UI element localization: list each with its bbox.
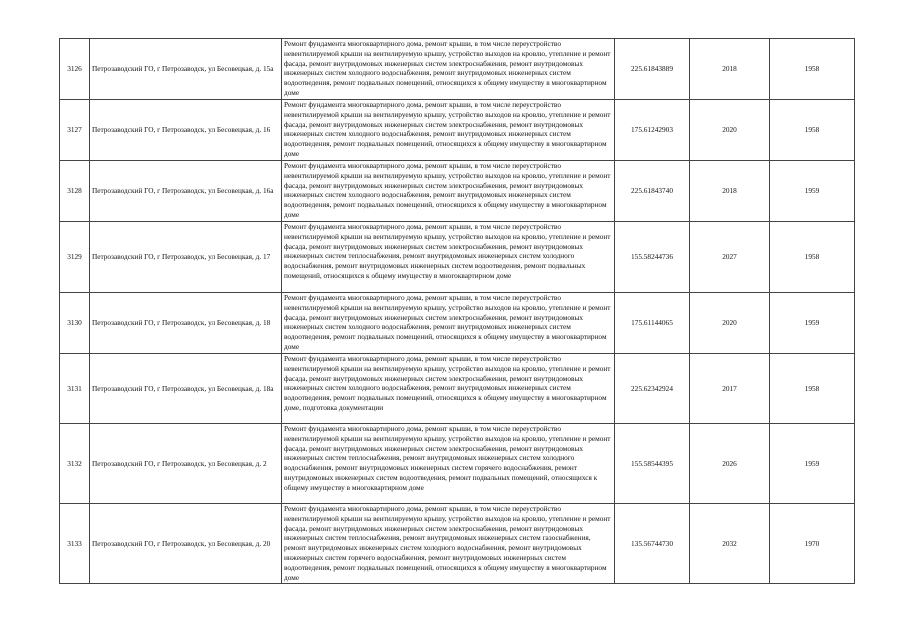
row-number-cell: 3128 xyxy=(60,161,90,222)
cost-cell: 155.58244736 xyxy=(615,222,690,293)
row-number-cell: 3131 xyxy=(60,354,90,424)
planned-year-cell: 2018 xyxy=(690,161,770,222)
address-cell: Петрозаводский ГО, г Петрозаводск, ул Бесовецкая, д. 18а xyxy=(90,354,282,424)
table-row xyxy=(60,354,855,424)
row-number-cell: 3129 xyxy=(60,222,90,293)
cost-cell: 175.61144065 xyxy=(615,293,690,354)
planned-year-cell: 2032 xyxy=(690,504,770,584)
cost-cell: 175.61242903 xyxy=(615,100,690,161)
row-number-cell: 3126 xyxy=(60,39,90,100)
build-year-cell: 1970 xyxy=(770,504,855,584)
works-cell: Ремонт фундамента многоквартирного дома, ремонт крыши, в том числе переустройство невентилируемой крыши на вентилируемую крышу, устройство выходов на кровлю, утепление и ремонт фасада, ремонт внутридомовых инженерных систем электроснабжения, ремонт внутридомовых инженерных систем холодного водоснабжения, ремонт внутридомовых инженерных систем водоотведения, ремонт подвальных помещений, относящихся к общему имуществу в многоквартирном доме, подготовка документации xyxy=(282,354,615,424)
build-year-cell: 1959 xyxy=(770,161,855,222)
planned-year-cell: 2026 xyxy=(690,424,770,504)
works-cell: Ремонт фундамента многоквартирного дома, ремонт крыши, в том числе переустройство невентилируемой крыши на вентилируемую крышу, устройство выходов на кровлю, утепление и ремонт фасада, ремонт внутридомовых инженерных систем электроснабжения, ремонт внутридомовых инженерных систем теплоснабжения, ремонт внутридомовых инженерных систем газоснабжения, ремонт внутридомовых инженерных систем холодного водоснабжения, ремонт внутридомовых инженерных систем горячего водоснабжения, ремонт внутридомовых инженерных систем водоотведения, ремонт подвальных помещений, относящихся к общему имуществу в многоквартирном доме xyxy=(282,504,615,584)
build-year-cell: 1958 xyxy=(770,39,855,100)
table-row xyxy=(60,161,855,222)
works-cell: Ремонт фундамента многоквартирного дома, ремонт крыши, в том числе переустройство невентилируемой крыши на вентилируемую крышу, устройство выходов на кровлю, утепление и ремонт фасада, ремонт внутридомовых инженерных систем электроснабжения, ремонт внутридомовых инженерных систем теплоснабжения, ремонт внутридомовых инженерных систем холодного водоснабжения, ремонт внутридомовых инженерных систем горячего водоснабжения, ремонт внутридомовых инженерных систем водоотведения, ремонт подвальных помещений, относящихся к общему имуществу в многоквартирном доме xyxy=(282,424,615,504)
build-year-cell: 1958 xyxy=(770,100,855,161)
build-year-cell: 1958 xyxy=(770,354,855,424)
works-cell: Ремонт фундамента многоквартирного дома, ремонт крыши, в том числе переустройство невентилируемой крыши на вентилируемую крышу, устройство выходов на кровлю, утепление и ремонт фасада, ремонт внутридомовых инженерных систем электроснабжения, ремонт внутридомовых инженерных систем теплоснабжения, ремонт внутридомовых инженерных систем холодного водоснабжения, ремонт внутридомовых инженерных систем водоотведения, ремонт подвальных помещений, относящихся к общему имуществу в многоквартирном доме xyxy=(282,222,615,293)
cost-cell: 135.56744730 xyxy=(615,504,690,584)
planned-year-cell: 2017 xyxy=(690,354,770,424)
row-number-cell: 3132 xyxy=(60,424,90,504)
cost-cell: 225.61843740 xyxy=(615,161,690,222)
table-body xyxy=(60,39,855,584)
address-cell: Петрозаводский ГО, г Петрозаводск, ул Бесовецкая, д. 20 xyxy=(90,504,282,584)
planned-year-cell: 2020 xyxy=(690,100,770,161)
build-year-cell: 1958 xyxy=(770,222,855,293)
table-row xyxy=(60,39,855,100)
planned-year-cell: 2027 xyxy=(690,222,770,293)
repair-program-table xyxy=(59,38,855,584)
cost-cell: 225.62342924 xyxy=(615,354,690,424)
address-cell: Петрозаводский ГО, г Петрозаводск, ул Бесовецкая, д. 16а xyxy=(90,161,282,222)
cost-cell: 155.58544395 xyxy=(615,424,690,504)
works-cell: Ремонт фундамента многоквартирного дома, ремонт крыши, в том числе переустройство невентилируемой крыши на вентилируемую крышу, устройство выходов на кровлю, утепление и ремонт фасада, ремонт внутридомовых инженерных систем электроснабжения, ремонт внутридомовых инженерных систем холодного водоснабжения, ремонт внутридомовых инженерных систем водоотведения, ремонт подвальных помещений, относящихся к общему имуществу в многоквартирном доме xyxy=(282,39,615,100)
row-number-cell: 3130 xyxy=(60,293,90,354)
works-cell: Ремонт фундамента многоквартирного дома, ремонт крыши, в том числе переустройство невентилируемой крыши на вентилируемую крышу, устройство выходов на кровлю, утепление и ремонт фасада, ремонт внутридомовых инженерных систем электроснабжения, ремонт внутридомовых инженерных систем холодного водоснабжения, ремонт внутридомовых инженерных систем водоотведения, ремонт подвальных помещений, относящихся к общему имуществу в многоквартирном доме xyxy=(282,293,615,354)
table-row xyxy=(60,100,855,161)
address-cell: Петрозаводский ГО, г Петрозаводск, ул Бесовецкая, д. 16 xyxy=(90,100,282,161)
address-cell: Петрозаводский ГО, г Петрозаводск, ул Бесовецкая, д. 17 xyxy=(90,222,282,293)
address-cell: Петрозаводский ГО, г Петрозаводск, ул Бесовецкая, д. 15а xyxy=(90,39,282,100)
table-row xyxy=(60,222,855,293)
build-year-cell: 1959 xyxy=(770,424,855,504)
build-year-cell: 1959 xyxy=(770,293,855,354)
address-cell: Петрозаводский ГО, г Петрозаводск, ул Бесовецкая, д. 18 xyxy=(90,293,282,354)
table-row xyxy=(60,293,855,354)
planned-year-cell: 2018 xyxy=(690,39,770,100)
works-cell: Ремонт фундамента многоквартирного дома, ремонт крыши, в том числе переустройство невентилируемой крыши на вентилируемую крышу, устройство выходов на кровлю, утепление и ремонт фасада, ремонт внутридомовых инженерных систем электроснабжения, ремонт внутридомовых инженерных систем холодного водоснабжения, ремонт внутридомовых инженерных систем водоотведения, ремонт подвальных помещений, относящихся к общему имуществу в многоквартирном доме xyxy=(282,161,615,222)
table-row xyxy=(60,424,855,504)
address-cell: Петрозаводский ГО, г Петрозаводск, ул Бесовецкая, д. 2 xyxy=(90,424,282,504)
row-number-cell: 3127 xyxy=(60,100,90,161)
works-cell: Ремонт фундамента многоквартирного дома, ремонт крыши, в том числе переустройство невентилируемой крыши на вентилируемую крышу, устройство выходов на кровлю, утепление и ремонт фасада, ремонт внутридомовых инженерных систем электроснабжения, ремонт внутридомовых инженерных систем холодного водоснабжения, ремонт внутридомовых инженерных систем водоотведения, ремонт подвальных помещений, относящихся к общему имуществу в многоквартирном доме xyxy=(282,100,615,161)
planned-year-cell: 2020 xyxy=(690,293,770,354)
table-row xyxy=(60,504,855,584)
cost-cell: 225.61843889 xyxy=(615,39,690,100)
row-number-cell: 3133 xyxy=(60,504,90,584)
